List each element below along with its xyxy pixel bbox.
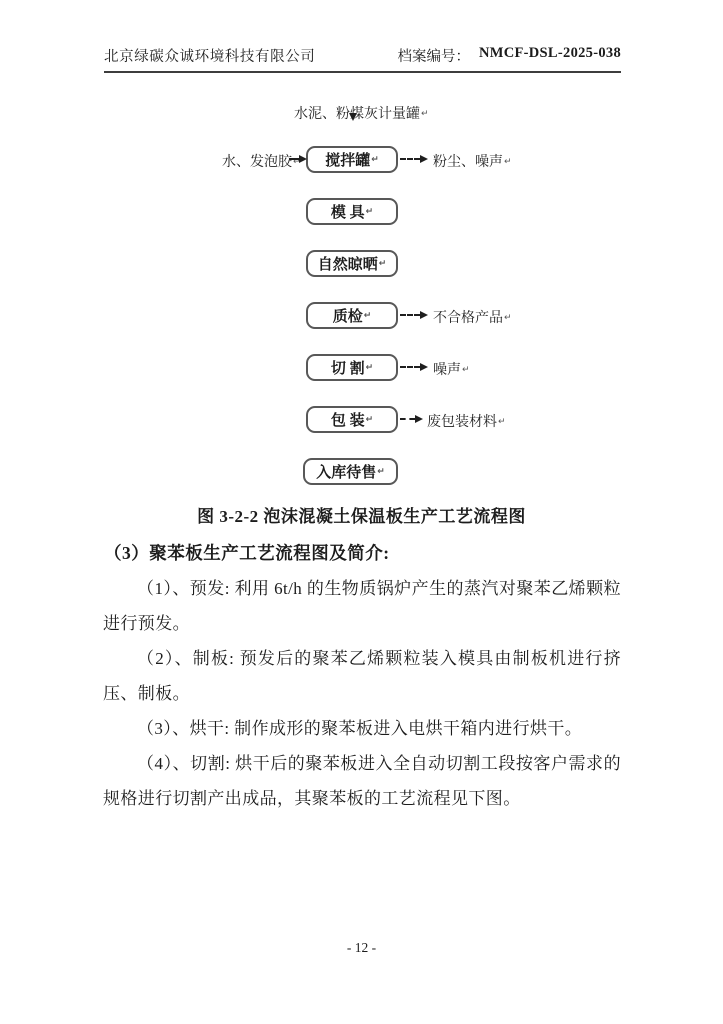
flow-step-cutting: 切 割 ↵ (306, 354, 398, 381)
paragraph-mark: ↵ (363, 310, 372, 321)
dashed-right-arrow-icon (400, 362, 428, 372)
body-text (103, 571, 621, 816)
down-arrow-icon (349, 277, 358, 301)
company-name: 北京绿碳众诚环境科技有限公司 (104, 49, 316, 65)
flow-step-packaging: 包 装 ↵ (306, 406, 398, 433)
flow-output-rejects: 不合格产品↵ (433, 311, 512, 326)
flow-step-warehousing: 入库待售 ↵ (303, 458, 398, 485)
paragraph-cutting: （4）、切割: 烘干后的聚苯板进入全自动切割工段按客户需求的规格进行切割产出成品，其聚苯板的工艺流程见下图。 (103, 754, 621, 808)
flow-output-dust-noise: 粉尘、噪声↵ (433, 155, 512, 170)
down-arrow-icon (349, 329, 358, 353)
dashed-right-arrow-icon (400, 414, 423, 424)
flow-output-waste-packaging: 废包装材料↵ (427, 415, 506, 430)
paragraph-mark: ↵ (504, 313, 512, 323)
paragraph-mark: ↵ (371, 154, 379, 165)
flow-input-label: 水、发泡胶↵ (222, 155, 301, 170)
paragraph-mark: ↵ (365, 362, 374, 373)
right-arrow-icon (289, 154, 307, 164)
paragraph-mark: ↵ (378, 258, 387, 269)
paragraph-mark: ↵ (365, 206, 374, 217)
file-number (397, 45, 621, 66)
paragraph-mark: ↵ (421, 109, 429, 119)
flow-step-mold: 模 具 ↵ (306, 198, 398, 225)
page-number: - 12 - (346, 940, 377, 955)
flow-step-natural-drying: 自然晾晒 ↵ (306, 250, 398, 277)
paragraph-mark: ↵ (498, 417, 506, 427)
down-arrow-icon (349, 225, 358, 249)
down-arrow-icon (349, 173, 358, 197)
down-arrow-icon (349, 433, 358, 457)
paragraph-mark: ↵ (504, 157, 512, 167)
flow-step-quality-check: 质检 ↵ (306, 302, 398, 329)
down-arrow-icon (349, 381, 358, 405)
section-heading: （3）聚苯板生产工艺流程图及简介: (104, 543, 390, 563)
down-arrow-icon (349, 121, 358, 145)
dashed-right-arrow-icon (400, 154, 428, 164)
paragraph-mark: ↵ (462, 365, 470, 375)
flow-source-label: 水泥、粉煤灰计量罐↵ (294, 107, 429, 122)
dashed-right-arrow-icon (400, 310, 428, 320)
paragraph-mark: ↵ (365, 414, 374, 425)
paragraph-prefoam: （1）、预发: 利用 6t/h 的生物质锅炉产生的蒸汽对聚苯乙烯颗粒进行预发。 (103, 579, 621, 633)
paragraph-mark: ↵ (377, 466, 385, 477)
flow-step-mixing-tank: 搅拌罐 ↵ (306, 146, 398, 173)
paragraph-board-making: （2）、制板: 预发后的聚苯乙烯颗粒装入模具由制板机进行挤压、制板。 (103, 649, 621, 703)
file-number-label: 档案编号： (397, 49, 470, 65)
file-number-value: NMCF-DSL-2025-038 (478, 45, 621, 61)
paragraph-mark: ↵ (293, 157, 301, 167)
paragraph-drying: （3）、烘干: 制作成形的聚苯板进入电烘干箱内进行烘干。 (137, 719, 583, 738)
flow-output-noise: 噪声↵ (433, 363, 470, 378)
page-header (104, 44, 621, 73)
figure-caption: 图 3-2-2 泡沫混凝土保温板生产工艺流程图 (197, 507, 526, 526)
